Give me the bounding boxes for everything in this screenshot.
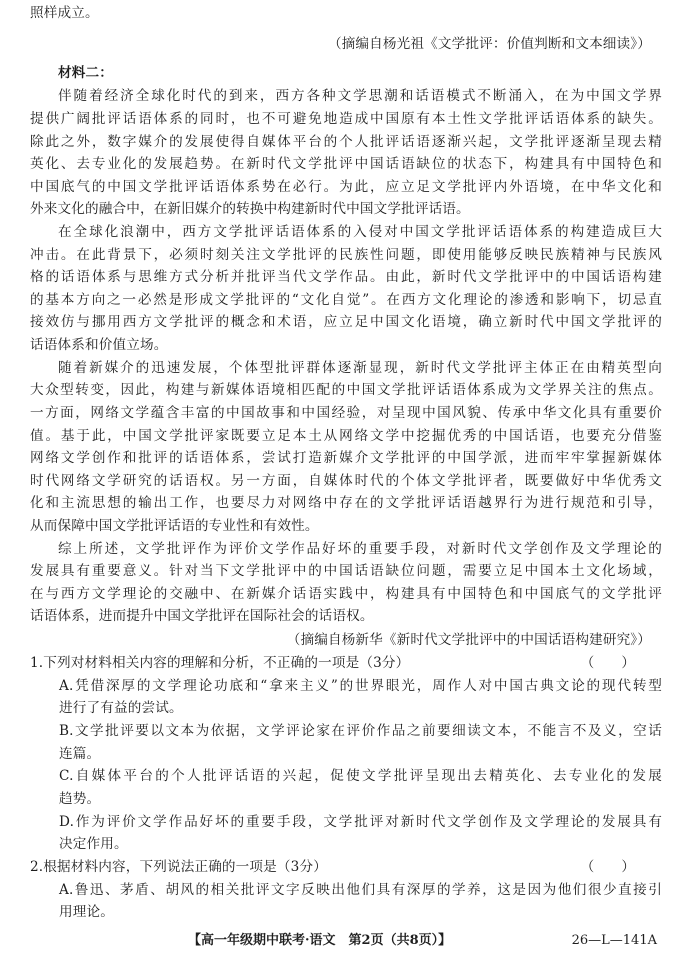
paragraph-3-line: 随着新媒介的迅速发展，个体型批评群体逐渐显现，新时代文学批评主体正在由精英型向: [58, 360, 662, 376]
paragraph-3-line: 一方面，网络文学蕴含丰富的中国故事和中国经验，对呈现中国风貌、传承中华文化具有重要价: [30, 405, 662, 421]
paragraph-1-line: 中国底气的中国文学批评话语体系势在必行。为此，应立足文学批评内外语境，在中华文化和: [30, 179, 662, 195]
paragraph-3-line: 时代网络文学研究的话语权。另一方面，自媒体时代的个体文学批评者，既要做好中华优秀文: [30, 473, 662, 489]
paragraph-4-line: 发展具有重要意义。针对当下文学批评中的中国话语缺位问题，需要立足中国本土文化场域，: [30, 563, 662, 579]
paragraph-1-line: 除此之外，数字媒介的发展使得自媒体平台的个人批评话语逐渐兴起，文学批评逐渐呈现去精: [30, 134, 662, 150]
paragraph-4-line: 在与西方文学理论的交融中、在新媒介话语实践中，构建具有中国特色和中国底气的文学批评: [30, 586, 662, 602]
paragraph-4-line: 综上所述，文学批评作为评价文学作品好坏的重要手段，对新时代文学创作及文学理论的: [58, 541, 662, 557]
paragraph-1-line: 英化、去专业化的发展趋势。在新时代文学批评中国话语缺位的状态下，构建具有中国特色和: [30, 156, 662, 172]
material-2-heading: 材料二：: [58, 65, 113, 81]
q2-option-a-cont: 用理论。: [59, 904, 114, 920]
page-footer: 【高一年级期中联考·语文 第2页（共8页）】: [188, 933, 452, 948]
paragraph-2-line: 话语体系和价值立场。: [30, 337, 168, 353]
paragraph-2-line: 的基本方向之一必然是形成文学批评的“文化自觉”。在西方文化理论的渗透和影响下，切忌直: [30, 292, 662, 308]
source-citation-2: （摘编自杨新华《新时代文学批评中的中国话语构建研究》）: [286, 632, 651, 648]
q1-option-b: B.文学批评要以文本为依据，文学评论家在评价作品之前要细读文本，不能言不及义，空话: [59, 723, 662, 739]
q2-option-a: A.鲁迅、茅盾、胡风的相关批评文字反映出他们具有深厚的学养，这是因为他们很少直接引: [59, 882, 662, 898]
q1-option-a-cont: 进行了有益的尝试。: [59, 700, 183, 716]
paragraph-3-line: 从而保障中国文学批评话语的专业性和有效性。: [30, 518, 319, 534]
paragraph-2-line: 冲击。在此背景下，必须时刻关注文学批评的民族性问题，即使用能够反映民族精神与民族风: [30, 247, 662, 263]
q1-option-d-cont: 决定作用。: [59, 836, 128, 852]
question-1-answer-blank: （ ）: [580, 655, 635, 671]
paragraph-1-line: 伴随着经济全球化时代的到来，西方各种文学思潮和话语模式不断涌入，在为中国文学界: [58, 88, 662, 104]
exam-code: 26—L—141A: [571, 933, 657, 948]
paragraph-3-line: 值。基于此，中国文学批评家既要立足本土从网络文学中挖掘优秀的中国话语，也要充分借鉴: [30, 428, 662, 444]
q1-option-b-cont: 连篇。: [59, 746, 101, 762]
continued-line: 照样成立。: [30, 5, 99, 21]
paragraph-1-line: 提供广阔批评话语体系的同时，也不可避免地造成中国原有本土性文学批评话语体系的缺失。: [30, 111, 662, 127]
q1-option-a: A.凭借深厚的文学理论功底和“拿来主义”的世界眼光，周作人对中国古典文论的现代转型: [59, 678, 662, 694]
question-2-stem: 2.根据材料内容，下列说法正确的一项是（3分）: [30, 859, 327, 875]
source-citation-1: （摘编自杨光祖《文学批评：价值判断和文本细读》）: [327, 36, 651, 52]
paragraph-2-line: 格的话语体系与思维方式分析并批评当代文学作品。由此，新时代文学批评中的中国话语构建: [30, 269, 662, 285]
question-2-answer-blank: （ ）: [580, 859, 635, 875]
paragraph-1-line: 外来文化的融合中，在新旧媒介的转换中构建新时代中国文学批评话语。: [30, 201, 470, 217]
paragraph-2-line: 接效仿与挪用西方文学批评的概念和术语，应立足中国文化语境，确立新时代中国文学批评的: [30, 314, 662, 330]
paragraph-2-line: 在全球化浪潮中，西方文学批评话语体系的入侵对中国文学批评话语体系的构建造成巨大: [58, 224, 662, 240]
q1-option-c-cont: 趋势。: [59, 791, 101, 807]
q1-option-d: D.作为评价文学作品好坏的重要手段，文学批评对新时代文学创作及文学理论的发展具有: [59, 814, 662, 830]
paragraph-3-line: 网络文学创作和批评的话语体系，尝试打造新媒介文学批评的中国学派，进而牢牢掌握新媒体: [30, 450, 662, 466]
paragraph-4-line: 话语体系，进而提升中国文学批评在国际社会的话语权。: [30, 608, 374, 624]
q1-option-c: C.自媒体平台的个人批评话语的兴起，促使文学批评呈现出去精英化、去专业化的发展: [59, 768, 662, 784]
paragraph-3-line: 大众型转变，因此，构建与新媒体语境相匹配的中国文学批评话语体系成为文学界关注的焦点。: [30, 382, 662, 398]
question-1-stem: 1.下列对材料相关内容的理解和分析，不正确的一项是（3分）: [30, 655, 410, 671]
paragraph-3-line: 化和主流思想的输出工作，也要尽力对网络中存在的文学批评话语越界行为进行规范和引导，: [30, 495, 662, 511]
